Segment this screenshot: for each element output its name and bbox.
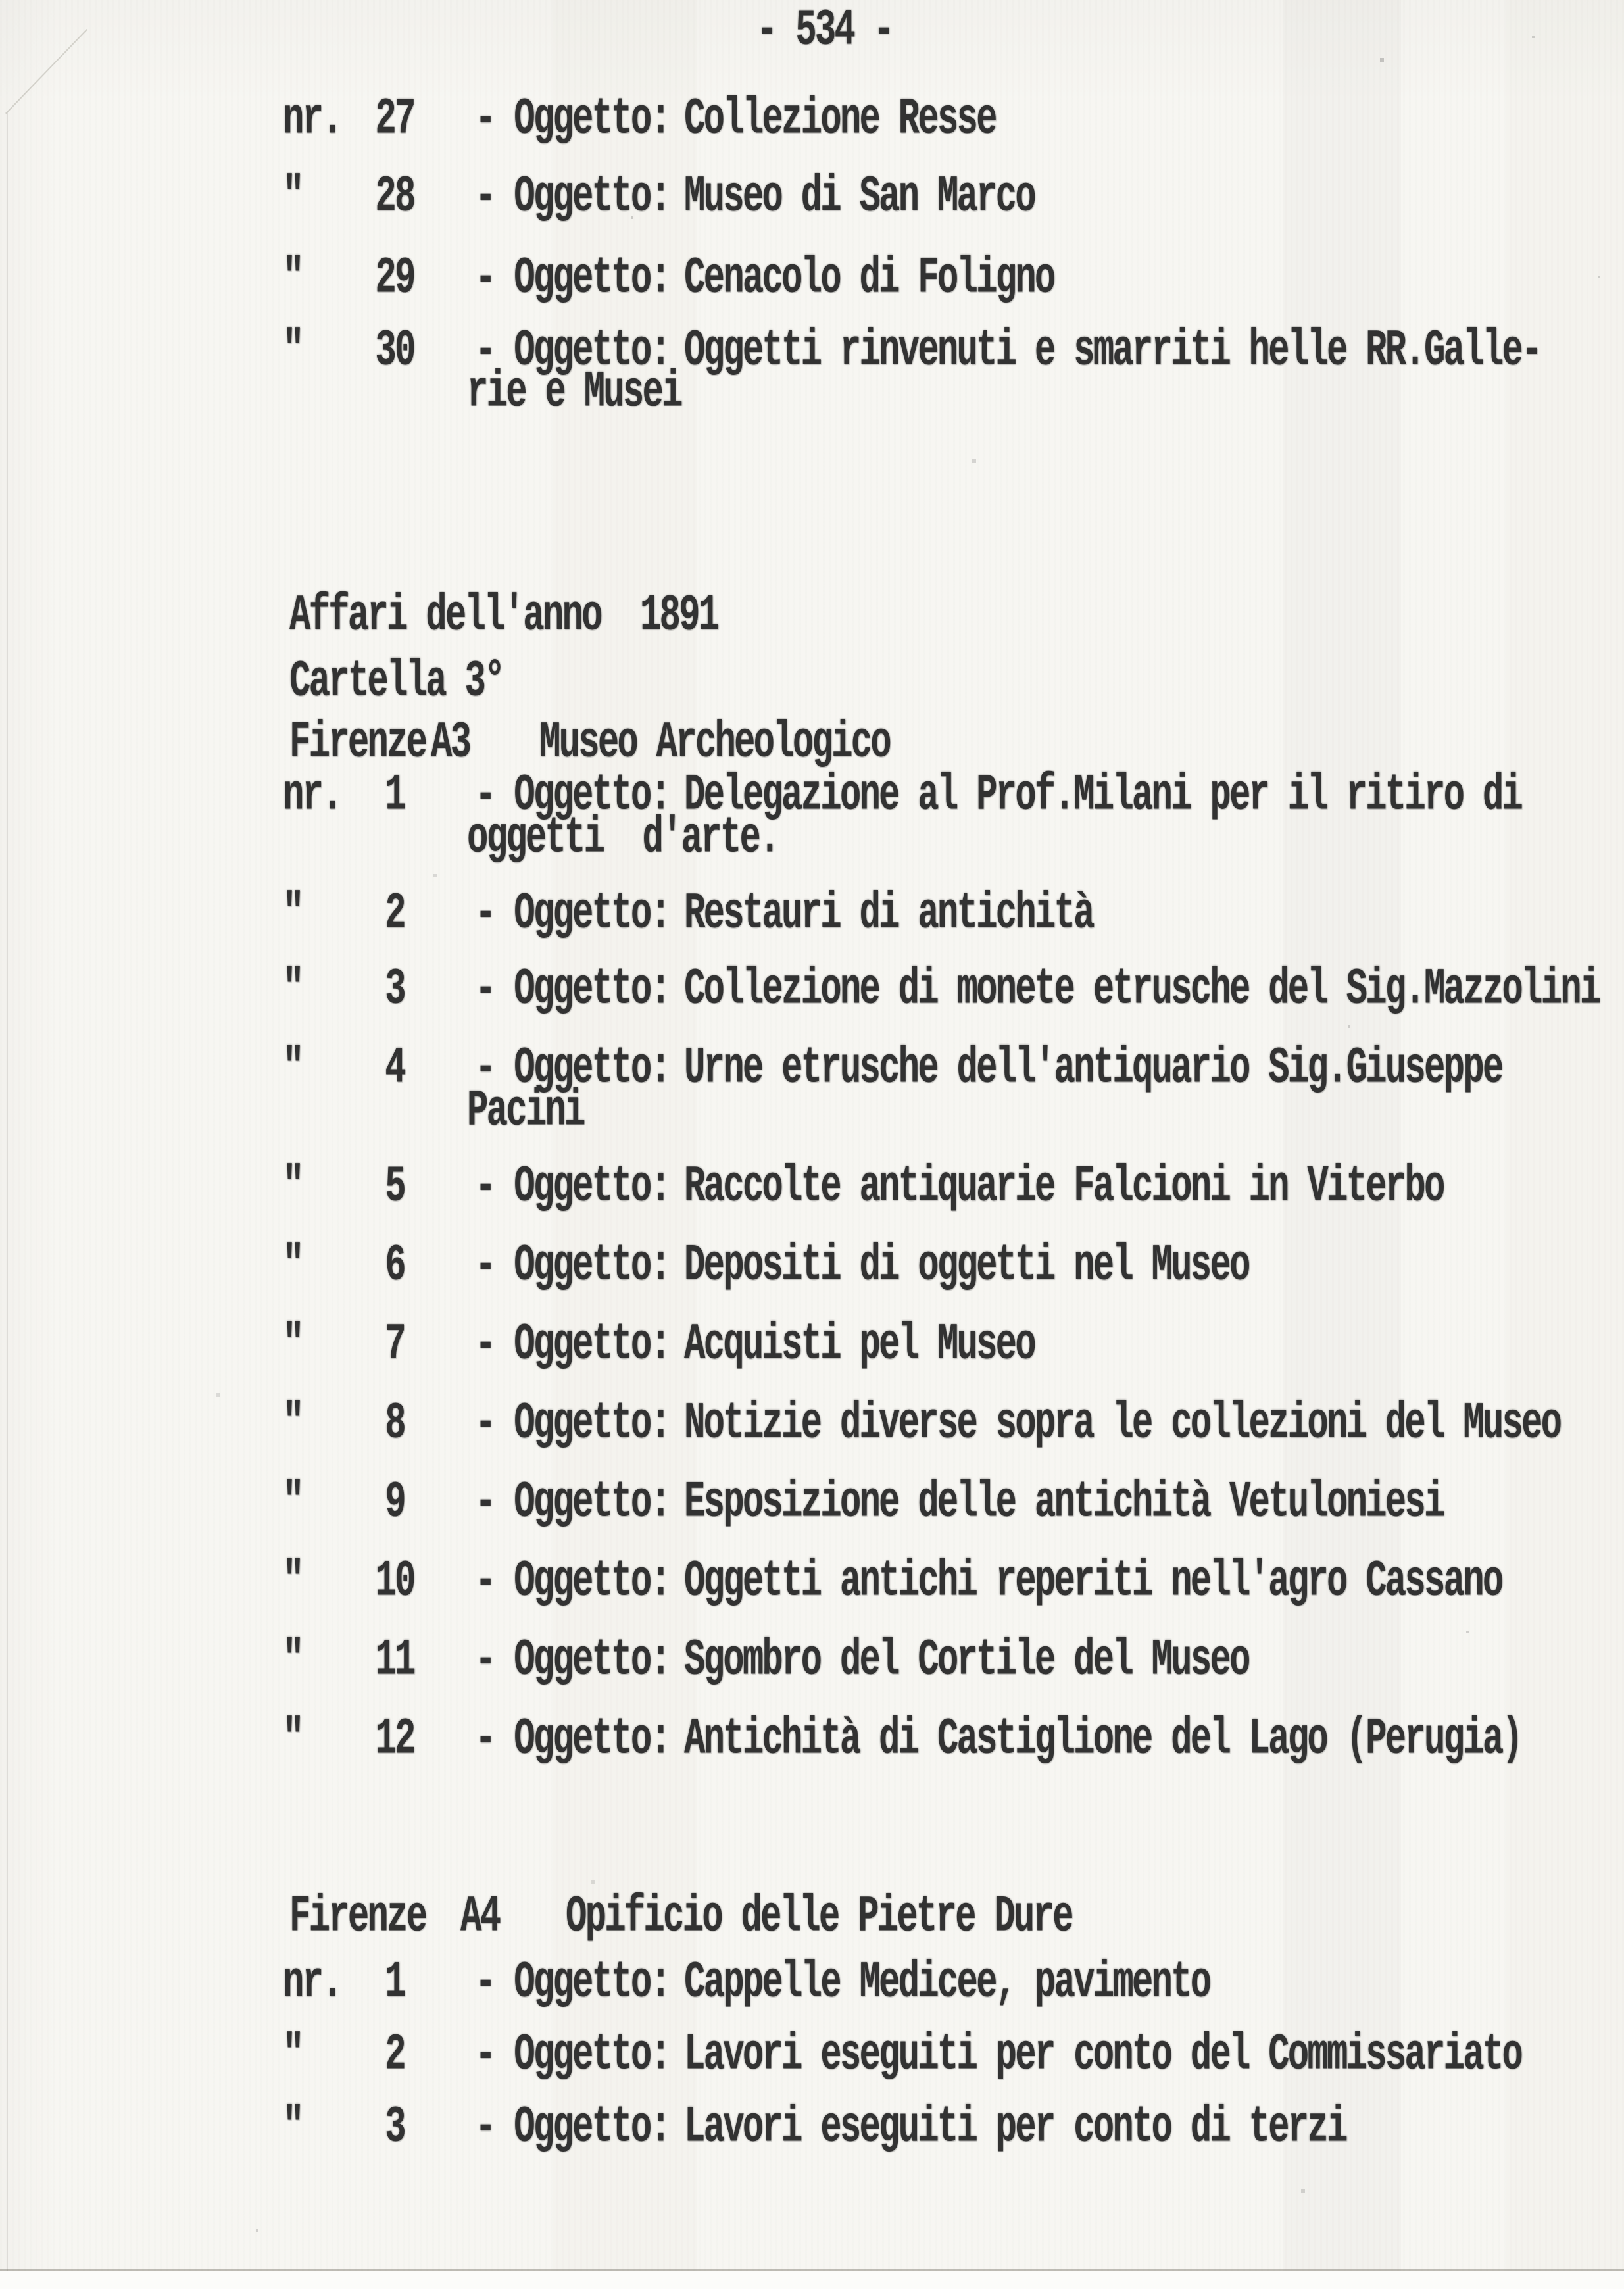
entry-continuation-row	[0, 808, 1624, 871]
entry-row	[0, 1472, 1624, 1535]
entry-prefix: "	[283, 168, 303, 227]
entry-label: - Oggetto:	[475, 1394, 670, 1454]
entry-row	[0, 883, 1624, 947]
section-title-city: Firenze	[289, 714, 426, 773]
entry-text: Urne etrusche dell'antiquario Sig.Giuseppe	[684, 1039, 1502, 1098]
section-title-name: Opificio delle Pietre Dure	[566, 1888, 1072, 1947]
entry-label: - Oggetto:	[475, 1039, 670, 1098]
entry-label: - Oggetto:	[475, 249, 670, 308]
header-row	[0, 585, 1624, 649]
entry-text: Antichità di Castiglione del Lago (Perugia)	[684, 1710, 1522, 1769]
entry-text: Lavori eseguiti per conto del Commissariato	[684, 2026, 1522, 2085]
entry-row	[0, 1551, 1624, 1614]
entry-label: - Oggetto:	[475, 1552, 670, 1612]
entry-row	[0, 248, 1624, 311]
entry-text: Delegazione al Prof.Milani per il ritiro di	[684, 766, 1522, 825]
header-row	[0, 651, 1624, 714]
entry-prefix: nr.	[283, 766, 341, 825]
entry-number: 2	[385, 2026, 405, 2085]
entry-text: Collezione di monete etrusche del Sig.Mazzolini	[684, 960, 1600, 1020]
entry-row	[0, 959, 1624, 1022]
entry-text: Acquisti pel Museo	[684, 1316, 1035, 1375]
section-title-name: Museo Archeologico	[539, 714, 890, 773]
entry-continuation-row	[0, 1081, 1624, 1144]
header-affari: Affari dell'anno 1891	[289, 587, 718, 646]
entry-label: - Oggetto:	[475, 90, 670, 149]
entry-row	[0, 1314, 1624, 1377]
entry-label: - Oggetto:	[475, 2098, 670, 2157]
entry-number: 8	[385, 1394, 405, 1454]
entry-prefix: "	[283, 1237, 303, 1296]
entry-number: 9	[385, 1473, 405, 1533]
entry-continuation: rie e Musei	[467, 363, 681, 422]
entry-text: Notizie diverse sopra le collezioni del Museo	[684, 1394, 1561, 1454]
entry-number: 29	[375, 249, 414, 308]
section-title-row	[0, 1886, 1624, 1950]
entry-label: - Oggetto:	[475, 1316, 670, 1375]
entry-prefix: "	[283, 1394, 303, 1454]
entry-prefix: "	[283, 2026, 303, 2085]
entry-prefix: "	[283, 1039, 303, 1098]
scan-bottom-margin	[0, 2271, 1624, 2289]
entry-text: Restauri di antichità	[684, 885, 1093, 944]
header-cartella: Cartella 3°	[289, 652, 504, 712]
entry-text: Sgombro del Cortile del Museo	[684, 1631, 1249, 1690]
entry-label: - Oggetto:	[475, 1631, 670, 1690]
entry-label: - Oggetto:	[475, 1237, 670, 1296]
entry-label: - Oggetto:	[475, 1158, 670, 1217]
entry-prefix: "	[283, 1158, 303, 1217]
entry-number: 27	[375, 90, 414, 149]
entry-label: - Oggetto:	[475, 2026, 670, 2085]
entry-label: - Oggetto:	[475, 766, 670, 825]
entry-number: 3	[385, 960, 405, 1020]
section-title-city: Firenze	[289, 1888, 426, 1947]
section-title-code: A3	[431, 714, 470, 773]
entry-row	[0, 1235, 1624, 1298]
entry-prefix: nr.	[283, 90, 341, 149]
entry-number: 1	[385, 1954, 405, 2013]
entry-label: - Oggetto:	[475, 960, 670, 1020]
entry-number: 3	[385, 2098, 405, 2157]
entry-prefix: "	[283, 960, 303, 1020]
entry-text: Raccolte antiquarie Falcioni in Viterbo	[684, 1158, 1444, 1217]
entry-label: - Oggetto:	[475, 1710, 670, 1769]
entry-text: Cappelle Medicee, pavimento	[684, 1954, 1210, 2013]
entry-label: - Oggetto:	[475, 1954, 670, 2013]
entry-row	[0, 1156, 1624, 1219]
entry-continuation-row	[0, 362, 1624, 425]
entry-label: - Oggetto:	[475, 1473, 670, 1533]
entry-number: 4	[385, 1039, 405, 1098]
entry-row	[0, 2097, 1624, 2160]
entry-number: 6	[385, 1237, 405, 1296]
entry-number: 5	[385, 1158, 405, 1217]
entry-number: 11	[375, 1631, 414, 1690]
section-title-code: A4	[460, 1888, 500, 1947]
page-number: - 534 -	[756, 1, 893, 61]
entry-prefix: "	[283, 1710, 303, 1769]
entry-number: 7	[385, 1316, 405, 1375]
entry-prefix: "	[283, 1631, 303, 1690]
entry-number: 2	[385, 885, 405, 944]
entry-text: Depositi di oggetti nel Museo	[684, 1237, 1249, 1296]
entry-text: Lavori eseguiti per conto di terzi	[684, 2098, 1346, 2157]
entry-prefix: "	[283, 1552, 303, 1612]
entry-prefix: nr.	[283, 1954, 341, 2013]
entry-number: 28	[375, 168, 414, 227]
entry-number: 10	[375, 1552, 414, 1612]
entry-row	[0, 89, 1624, 152]
entry-label: - Oggetto:	[475, 322, 670, 381]
entry-number: 12	[375, 1710, 414, 1769]
entry-prefix: "	[283, 885, 303, 944]
entry-prefix: "	[283, 1316, 303, 1375]
entry-text: Oggetti rinvenuti e smarriti helle RR.Galle-	[684, 322, 1541, 381]
entry-label: - Oggetto:	[475, 168, 670, 227]
entry-row	[0, 1952, 1624, 2015]
entry-row	[0, 1709, 1624, 1772]
entry-prefix: "	[283, 322, 303, 381]
entry-text: Museo di San Marco	[684, 168, 1035, 227]
entry-continuation: Pacini	[467, 1082, 584, 1141]
entry-row	[0, 1630, 1624, 1693]
entry-row	[0, 166, 1624, 230]
entry-row	[0, 2025, 1624, 2088]
entry-number: 1	[385, 766, 405, 825]
entry-prefix: "	[283, 1473, 303, 1533]
entry-continuation: oggetti d'arte.	[467, 809, 779, 868]
entry-number: 30	[375, 322, 414, 381]
entry-row	[0, 1393, 1624, 1456]
entry-prefix: "	[283, 249, 303, 308]
entry-prefix: "	[283, 2098, 303, 2157]
entry-text: Esposizione delle antichità Vetuloniesi	[684, 1473, 1444, 1533]
entry-label: - Oggetto:	[475, 885, 670, 944]
entry-text: Collezione Resse	[684, 90, 996, 149]
entry-text: Oggetti antichi reperiti nell'agro Cassano	[684, 1552, 1502, 1612]
entry-text: Cenacolo di Foligno	[684, 249, 1054, 308]
page-number-row	[0, 0, 1624, 63]
